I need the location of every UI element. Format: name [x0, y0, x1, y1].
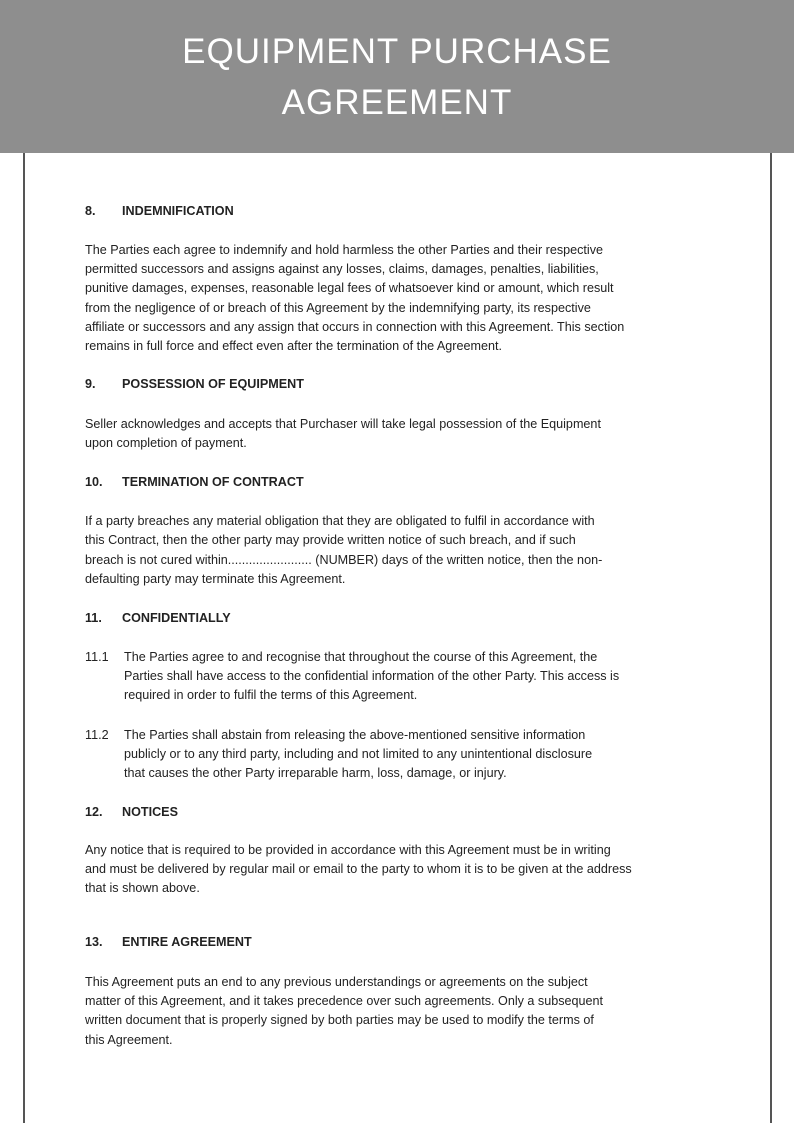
- document-title-line-1: EQUIPMENT PURCHASE: [182, 32, 612, 71]
- section-heading: NOTICES: [122, 805, 178, 819]
- paragraph-line: that causes the other Party irreparable harm, loss, damage, or injury.: [124, 766, 507, 780]
- paragraph-line: permitted successors and assigns against any losses, claims, damages, penalties, liabilities,: [85, 262, 599, 276]
- section-heading: POSSESSION OF EQUIPMENT: [122, 377, 304, 391]
- section-heading: INDEMNIFICATION: [122, 204, 234, 218]
- paragraph-line: Parties shall have access to the confidential information of the other Party. This access is: [124, 669, 620, 683]
- section-number: 11.: [85, 611, 102, 625]
- paragraph-line: upon completion of payment.: [85, 436, 247, 450]
- subsection-number: 11.1: [85, 650, 109, 664]
- paragraph-line: remains in full force and effect even after the termination of the Agreement.: [85, 339, 502, 353]
- paragraph-line: written document that is properly signed by both parties may be used to modify the terms of: [85, 1013, 594, 1027]
- section-number: 12.: [85, 805, 103, 819]
- paragraph-line: affiliate or successors and any assign that occurs in connection with this Agreement. This section: [85, 320, 625, 334]
- paragraph-line: and must be delivered by regular mail or email to the party to whom it is to be given at the address: [85, 862, 632, 876]
- paragraph-line: Seller acknowledges and accepts that Purchaser will take legal possession of the Equipment: [85, 417, 601, 431]
- subsection-number: 11.2: [85, 728, 109, 742]
- section-number: 8.: [85, 204, 96, 218]
- paragraph-line: required in order to fulfil the terms of this Agreement.: [124, 688, 418, 702]
- paragraph-line: this Contract, then the other party may provide written notice of such breach, and if such: [85, 533, 576, 547]
- page-border-right: [770, 153, 772, 1123]
- paragraph-line: If a party breaches any material obligation that they are obligated to fulfil in accordance with: [85, 514, 595, 528]
- document-title-line-2: AGREEMENT: [281, 83, 513, 122]
- paragraph-line: matter of this Agreement, and it takes precedence over such agreements. Only a subsequent: [85, 994, 604, 1008]
- section-heading: TERMINATION OF CONTRACT: [122, 475, 304, 489]
- paragraph-line: The Parties agree to and recognise that throughout the course of this Agreement, the: [124, 650, 598, 664]
- paragraph-line: The Parties shall abstain from releasing the above-mentioned sensitive information: [124, 728, 586, 742]
- section-number: 13.: [85, 935, 103, 949]
- section-heading: ENTIRE AGREEMENT: [122, 935, 252, 949]
- title-banner: [0, 0, 794, 153]
- paragraph-line: The Parties each agree to indemnify and hold harmless the other Parties and their respective: [85, 243, 604, 257]
- paragraph-line: punitive damages, expenses, reasonable legal fees of whatsoever kind or amount, which result: [85, 281, 614, 295]
- page-border-left: [23, 153, 25, 1123]
- section-number: 10.: [85, 475, 103, 489]
- paragraph-line: from the negligence of or breach of this Agreement by the indemnifying party, its respective: [85, 301, 591, 315]
- paragraph-line: breach is not cured within........................ (NUMBER) days of the written notice, then the non-: [85, 553, 603, 567]
- paragraph-line: defaulting party may terminate this Agreement.: [85, 572, 346, 586]
- paragraph-line: this Agreement.: [85, 1033, 173, 1047]
- paragraph-line: that is shown above.: [85, 881, 200, 895]
- section-heading: CONFIDENTIALLY: [122, 611, 231, 625]
- paragraph-line: publicly or to any third party, including and not limited to any unintentional disclosure: [124, 747, 593, 761]
- paragraph-line: Any notice that is required to be provided in accordance with this Agreement must be in writing: [85, 843, 611, 857]
- paragraph-line: This Agreement puts an end to any previous understandings or agreements on the subject: [85, 975, 588, 989]
- section-number: 9.: [85, 377, 96, 391]
